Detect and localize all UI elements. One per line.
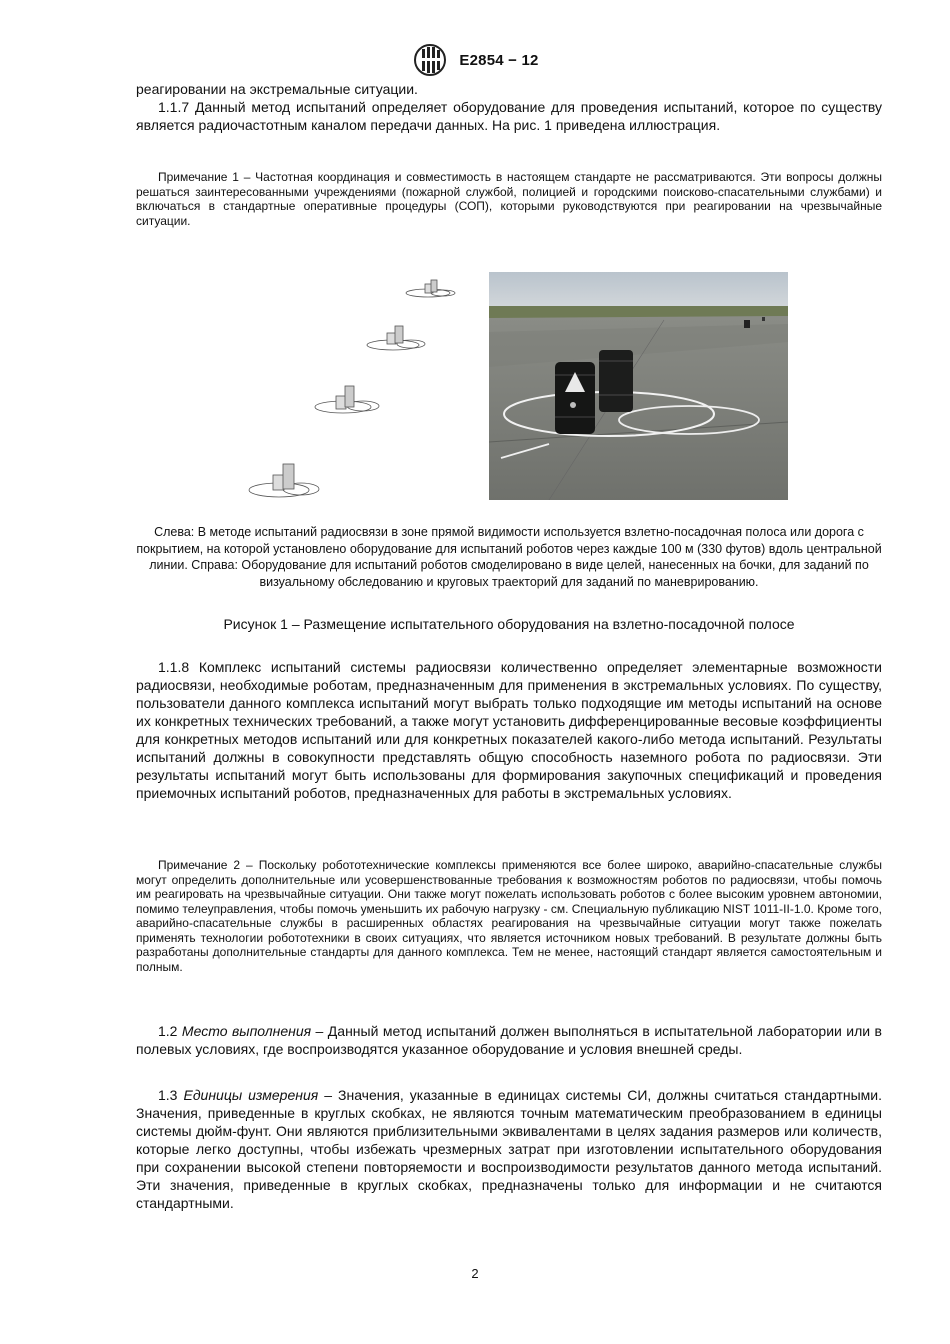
- note-1-text: Примечание 1 – Частотная координация и совместимость в настоящем стандарте не рассматриваются. Эти вопросы должны решаться заинтересованными учреждениями (пожарной службой, полицией и городскими поисково-спасательными службами) и включаться в стандартные оперативные процедуры (СОП), которыми руководствуются при реагировании на чрезвычайные ситуации.: [136, 170, 882, 228]
- page-number: 2: [471, 1266, 479, 1281]
- station-group-4: [249, 464, 319, 497]
- figure-caption: Слева: В методе испытаний радиосвязи в зоне прямой видимости используется взлетно-посадочная полоса или дорога с покрытием, на которой установлено оборудование для испытаний роботов через каждые 100 м (330 футов) вдоль центральной линии. Справа: Оборудование для испытаний роботов смоделировано в виде целей, нанесенных на бочки, для заданий по визуальному обследованию и круговых траекторий для заданий по маневрированию.: [136, 525, 882, 589]
- paragraph-1-1-7: 1.1.7 Данный метод испытаний определяет оборудование для проведения испытаний, которое по существу является радиочастотным каналом передачи данных. На рис. 1 приведена иллюстрация.: [136, 99, 882, 133]
- section-1-2: [136, 1022, 882, 1058]
- section-text: – Значения, указанные в единицах системы СИ, должны считаться стандартными. Значения, приведенные в круглых скобках, не являются точным математическим преобразованием в единицы системы дюйм-фунт. Они являются приблизительными эквивалентами в целях задания размеров или количеств, которые легко доступны, чтобы избежать чрезмерных затрат при изготовлении испытательного оборудования при сохранении высокой степени повторяемости и воспроизводимости результатов данного метода испытаний. Эти значения, приведенные в круглых скобках, предназначены только для информации и не считаются стандартными.: [136, 1087, 882, 1211]
- text-continuation: реагировании на экстремальные ситуации.: [136, 81, 418, 97]
- section-term: Место выполнения: [181, 1023, 312, 1039]
- station-group-2: [367, 326, 425, 350]
- station-group-3: [315, 386, 379, 413]
- section-1-1-8: [136, 658, 882, 802]
- section-term: Единицы измерения: [183, 1087, 319, 1103]
- runway-photo: [489, 272, 788, 500]
- paragraph-1-2: [136, 1022, 882, 1058]
- figure-title: Рисунок 1 – Размещение испытательного оборудования на взлетно-посадочной полосе: [223, 616, 795, 632]
- section-number: 1.3: [158, 1087, 178, 1103]
- note-2-text: Примечание 2 – Поскольку робототехнические комплексы применяются все более широко, аварийно-спасательные службы могут определить дополнительные или усовершенствованные требования к возможностям роботов по радиосвязи, чтобы помочь им реагировать на чрезвычайные ситуации. Они также могут пожелать использовать роботов с более высоким уровнем автономии, помимо телеуправления, чтобы помочь уменьшить их рабочую нагрузку - см. Специальную публикацию NIST 1011-II-1.0. Кроме того, аварийно-спасательные службы в расширенных областях реагирования на чрезвычайные ситуации могут также пожелать применять технологии робототехники в своих ситуациях, что является источником новых требований. В результате должны быть разработаны дополнительные стандарты для данного комплекса. Тем не менее, настоящий стандарт является самостоятельным и полным.: [136, 858, 882, 974]
- section-text: – Данный метод испытаний должен выполняться в испытательной лаборатории или в полевых условиях, где воспроизводятся указанное оборудование и условия внешней среды.: [136, 1023, 882, 1057]
- page-header: [0, 42, 950, 78]
- note-2: [136, 858, 882, 974]
- paragraph-1-3: [136, 1086, 882, 1212]
- astm-logo-icon: [411, 42, 449, 78]
- station-group-1: [406, 280, 455, 297]
- note-1: [136, 170, 882, 228]
- section-number: 1.2: [158, 1023, 178, 1039]
- document-number: E2854 − 12: [459, 51, 539, 69]
- paragraph-1-1-8: 1.1.8 Комплекс испытаний системы радиосвязи количественно определяет элементарные возможности радиосвязи, необходимые роботам, предназначенным для применения в экстремальных условиях. По существу, пользователи данного комплекса испытаний могут выбрать только подходящие им методы испытаний на основе их конкретных технических требований, а также могут установить дифференцированные весовые коэффициенты для конкретных методов испытаний или для конкретных показателей какого-либо метода испытаний. Результаты испытаний должны в совокупности представлять общую способность наземного робота по радиосвязи. Эти результаты испытаний могут быть использованы для формирования закупочных спецификаций и проведения приемочных испытаний роботов, предназначенных для работы в экстремальных условиях.: [136, 659, 882, 801]
- test-layout-diagram: [245, 272, 475, 504]
- paragraph-continuation: [136, 80, 882, 98]
- section-1-3: [136, 1086, 882, 1212]
- section-1-1-7: [136, 98, 882, 134]
